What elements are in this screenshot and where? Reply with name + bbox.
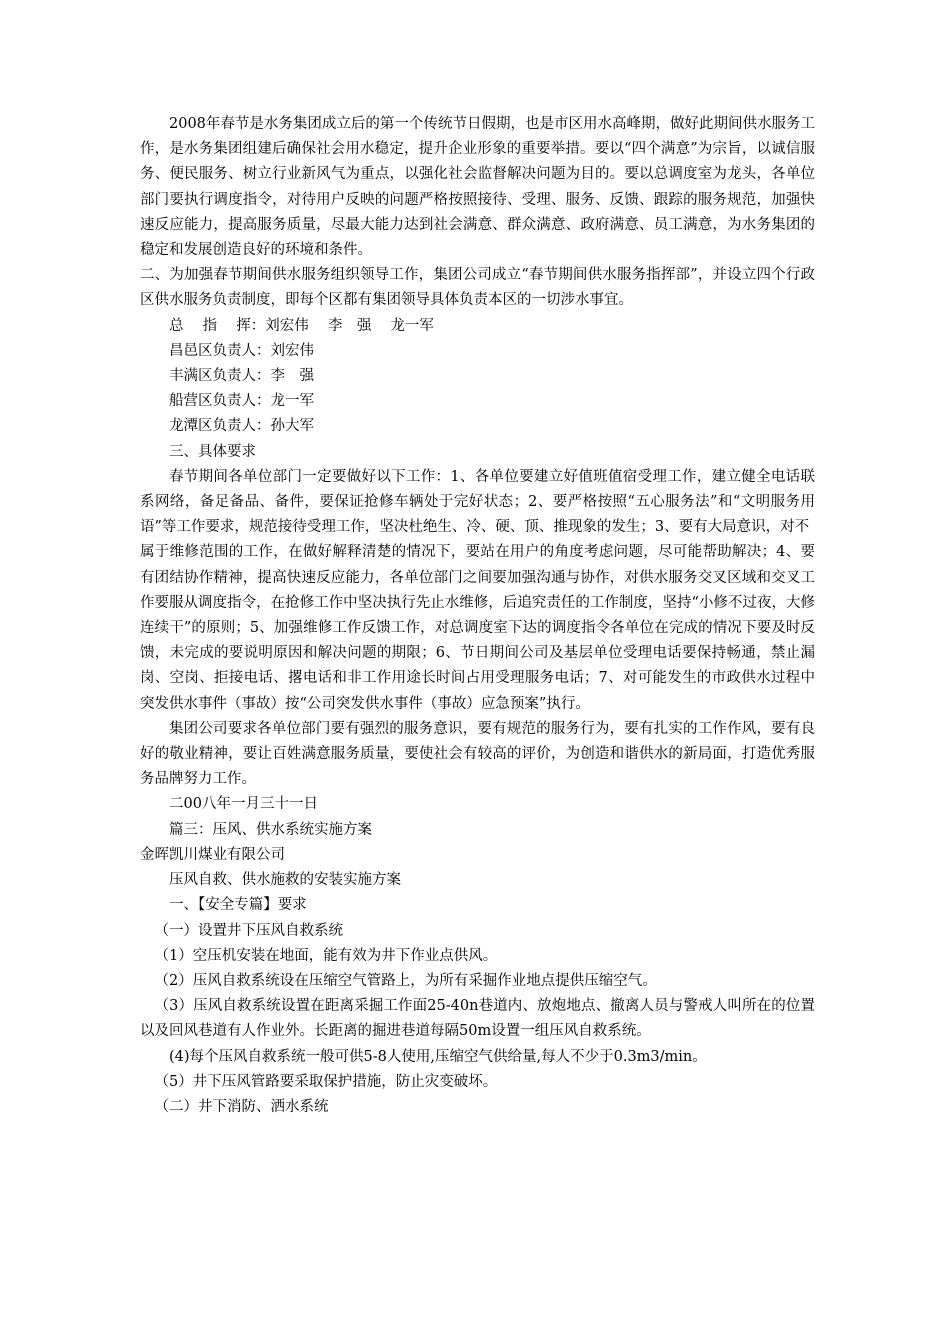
subsection-one-heading: （一）设置井下压风自救系统	[154, 922, 343, 939]
intro-paragraph: 2008年春节是水务集团成立后的第一个传统节日假期，也是市区用水高峰期，做好此期间供水服务工作，是水务集团组建后确保社会用水稳定，提升企业形象的重要举措。要以“四个满意”为宗旨，以诚信服务、便民服务、树立行业新风气为重点，以强化社会监督解决问题为目的。要以总调度室为龙头，各单位部门要执行调度指令，对待用户反映的问题严格按照接待、受理、服务、反馈、跟踪的服务规范，加强快速反应能力，提高服务质量，尽最大能力达到社会满意、群众满意、政府满意、员工满意，为水务集团的稳定和发展创造良好的环境和条件。	[140, 116, 815, 259]
company-name: 金晖凯川煤业有限公司	[140, 846, 285, 863]
item-four: (4)每个压风自救系统一般可供5-8人使用,压缩空气供给量,每人不少于0.3m3/min。	[169, 1048, 707, 1065]
safety-requirements-heading: 一、【安全专篇】要求	[169, 897, 307, 914]
item-one: （1）空压机安装在地面，能有效为井下作业点供风。	[154, 947, 498, 964]
chuanying-district-line: 船营区负责人：龙一军	[169, 393, 314, 410]
chapter-three-heading: 篇三：压风、供水系统实施方案	[169, 821, 372, 838]
document-page	[140, 112, 815, 1120]
requirements-paragraph: 春节期间各单位部门一定要做好以下工作：1、各单位要建立好值班值宿受理工作，建立健全电话联系网络，备足备品、备件，要保证抢修车辆处于完好状态；2、要严格按照“五心服务法”和“文明服务用语”等工作要求，规范接待受理工作，坚决杜绝生、冷、硬、顶、推现象的发生；3、要有大局意识，对不	[140, 468, 815, 536]
commander-line: 总 指 挥：刘宏伟 李 强 龙一军	[169, 317, 434, 334]
requirements-continued-paragraph: 属于维修范围的工作，在做好解释清楚的情况下，要站在用户的角度考虑问题，尽可能帮助解决；4、要有团结协作精神，提高快速反应能力，各单位部门之间要加强沟通与协作，对供水服务交叉区域和交叉工作要服从调度指令，在抢修工作中坚决执行先止水维修，后追究责任的工作制度，坚持“小修不过夜，大修连续干”的原则；5、加强维修工作反馈工作，对总调度室下达的调度指令各单位在完成的情况下要及时反馈，未完成的要说明原因和解决问题的期限；6、节日期间公司及基层单位受理电话要保持畅通，禁止漏岗、空岗、拒接电话、撂电话和非工作用途长时间占用受理服务电话；7、对可能发生的市政供水过程中突发供水事件（事故）按“公司突发供水事件（事故）应急预案”执行。	[140, 544, 815, 712]
longtan-district-line: 龙潭区负责人：孙大军	[169, 418, 314, 435]
document-date: 二00八年一月三十一日	[169, 796, 318, 813]
section-two-paragraph: 二、为加强春节期间供水服务组织领导工作，集团公司成立“春节期间供水服务指挥部”，并设立四个行政区供水服务负责制度，即每个区都有集团领导具体负责本区的一切涉水事宜。	[140, 267, 815, 309]
changyi-district-line: 昌邑区负责人：刘宏伟	[169, 342, 314, 359]
plan-title: 压风自救、供水施救的安装实施方案	[169, 872, 401, 889]
item-three: （3）压风自救系统设置在距离采掘工作面25-40n巷道内、放炮地点、撤离人员与警戒人叫所在的位置以及回风巷道有人作业外。长距离的掘进巷道每隔50m设置一组压风自救系统。	[140, 998, 815, 1040]
item-five: （5）井下压风管路要采取保护措施，防止灾变破坏。	[154, 1073, 498, 1090]
section-three-heading: 三、具体要求	[169, 443, 256, 460]
fengman-district-line: 丰满区负责人：李 强	[169, 368, 314, 385]
subsection-two-heading: （二）井下消防、洒水系统	[154, 1098, 329, 1115]
closing-paragraph: 集团公司要求各单位部门要有强烈的服务意识，要有规范的服务行为，要有扎实的工作作风，要有良好的敬业精神，要让百姓满意服务质量，要使社会有较高的评价，为创造和谐供水的新局面，打造优秀服务品牌努力工作。	[140, 720, 815, 788]
item-two: （2）压风自救系统设在压缩空气管路上，为所有采掘作业地点提供压缩空气。	[154, 972, 657, 989]
